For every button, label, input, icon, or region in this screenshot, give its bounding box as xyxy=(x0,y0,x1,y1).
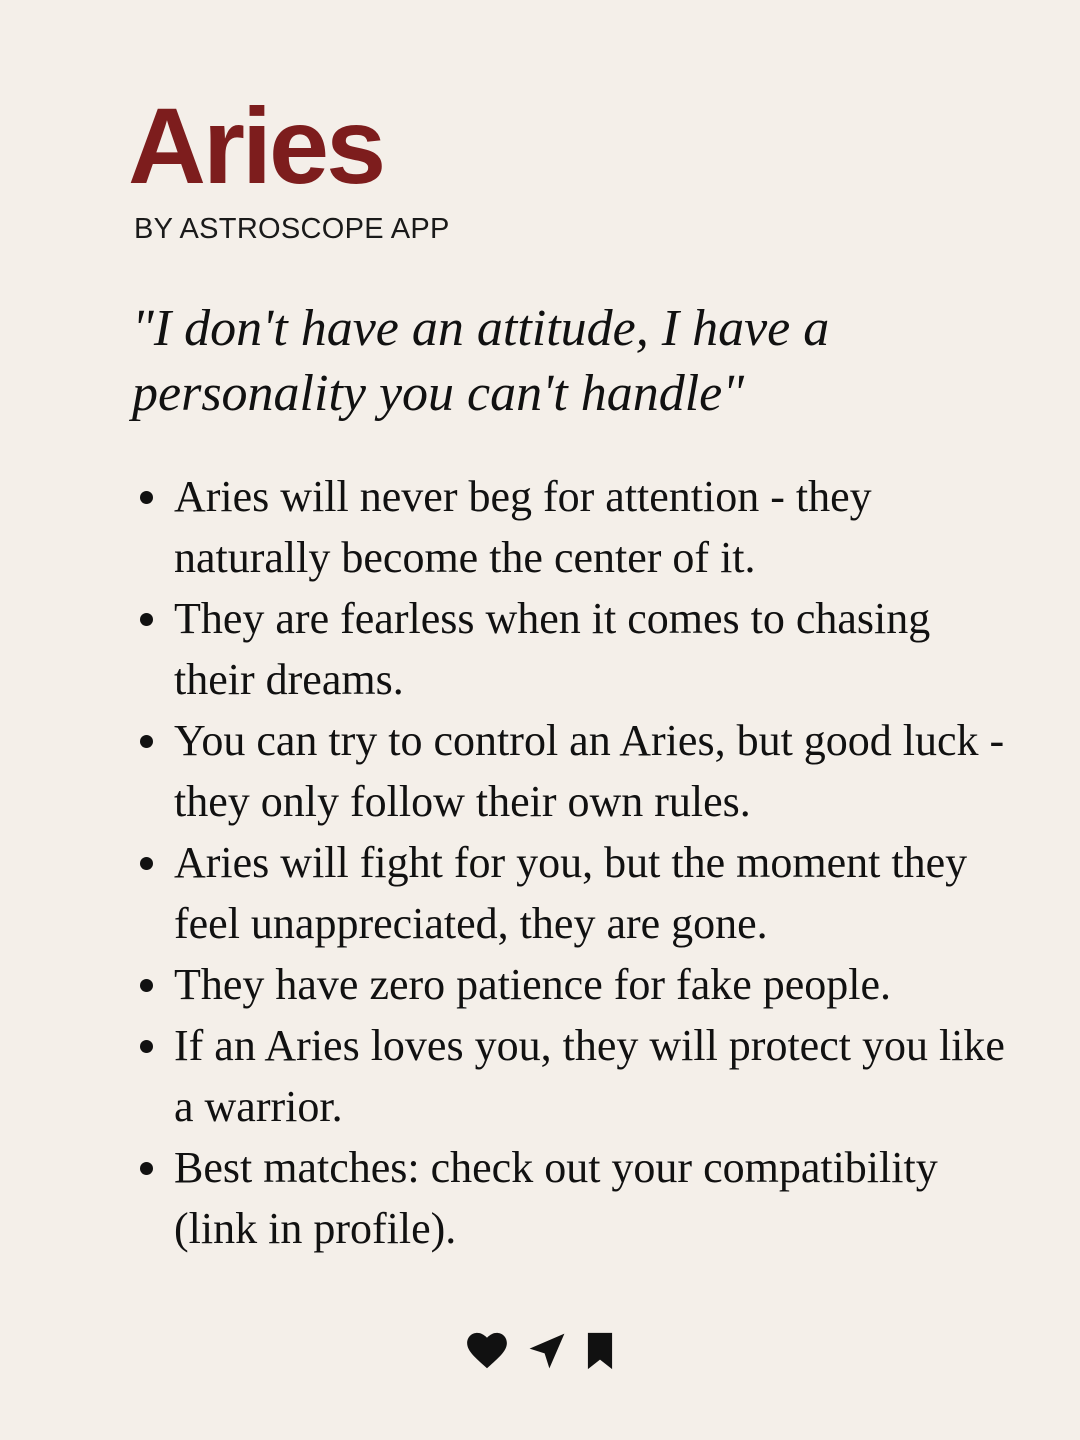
list-item xyxy=(140,1137,1020,1259)
fact-text: If an Aries loves you, they will protect you like a warrior. xyxy=(174,1021,1005,1131)
fact-text: They have zero patience for fake people. xyxy=(174,960,892,1009)
list-item xyxy=(140,1015,1020,1137)
list-item xyxy=(140,588,1020,710)
list-item xyxy=(140,832,1020,954)
bullet-icon xyxy=(140,491,153,504)
sign-title: Aries xyxy=(128,85,384,206)
bullet-icon xyxy=(140,1162,153,1175)
send-icon[interactable] xyxy=(528,1332,566,1370)
list-item xyxy=(140,710,1020,832)
quote: "I don't have an attitude, I have a personality you can't handle" xyxy=(132,300,830,422)
bullet-icon xyxy=(140,857,153,870)
byline: BY ASTROSCOPE APP xyxy=(134,213,450,245)
bullet-icon xyxy=(140,1040,153,1053)
fact-text: Aries will fight for you, but the moment they feel unappreciated, they are gone. xyxy=(174,838,968,948)
fact-text: They are fearless when it comes to chasing their dreams. xyxy=(174,594,931,704)
bullet-icon xyxy=(140,979,153,992)
facts-list xyxy=(140,466,1020,1259)
fact-text: Best matches: check out your compatibility (link in profile). xyxy=(174,1143,938,1253)
list-item xyxy=(140,954,1020,1015)
fact-text: You can try to control an Aries, but good luck - they only follow their own rules. xyxy=(174,716,1005,826)
list-item xyxy=(140,466,1020,588)
bullet-icon xyxy=(140,735,153,748)
action-bar xyxy=(466,1330,616,1372)
bullet-icon xyxy=(140,613,153,626)
heart-icon[interactable] xyxy=(466,1332,508,1370)
bookmark-icon[interactable] xyxy=(586,1332,614,1370)
fact-text: Aries will never beg for attention - they naturally become the center of it. xyxy=(174,472,872,582)
